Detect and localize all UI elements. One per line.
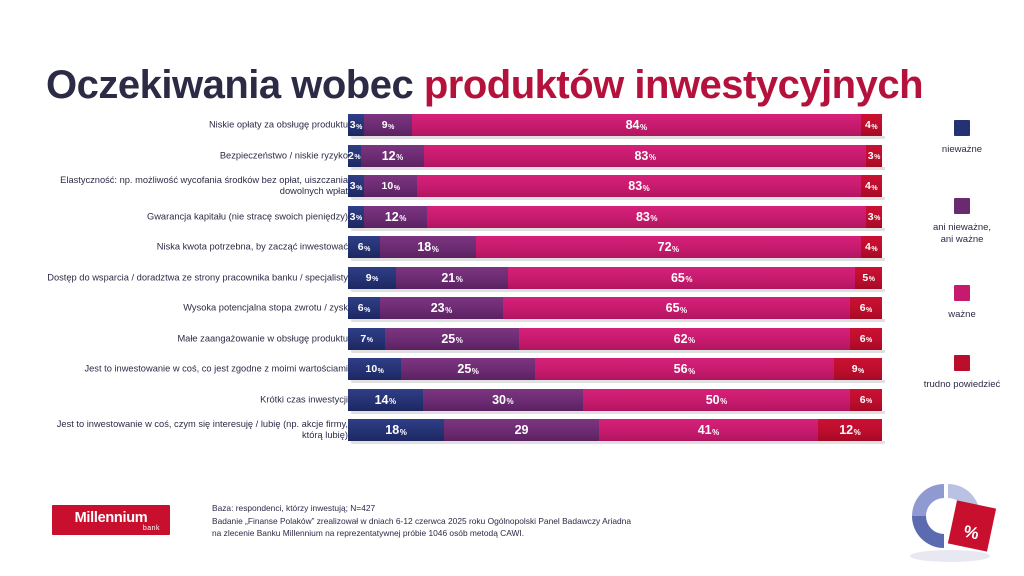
legend-item-0	[900, 120, 1024, 156]
percent-symbol: %	[354, 154, 361, 161]
chart-row	[0, 206, 900, 228]
chart-segment-trudno-powiedzie-	[850, 389, 882, 411]
chart-segment-value: 12	[381, 148, 396, 163]
chart-row	[0, 328, 900, 350]
chart-segment-niewa-ne	[348, 328, 385, 350]
percent-symbol: %	[356, 184, 363, 192]
percent-symbol: %	[688, 336, 696, 345]
percent-symbol: %	[685, 275, 693, 284]
legend-swatch	[954, 120, 970, 136]
chart-row-bars	[348, 114, 882, 136]
chart-segment-trudno-powiedzie-	[818, 419, 882, 441]
chart-segment-ani-niewa-ne-ani-wa-ne	[401, 358, 535, 380]
percent-symbol: %	[471, 366, 479, 376]
percent-symbol: %	[871, 245, 878, 253]
chart-row-bars	[348, 175, 882, 197]
percent-symbol: %	[445, 305, 453, 315]
chart-segment-niewa-ne	[348, 145, 361, 167]
percent-symbol: %	[399, 214, 407, 223]
chart-row-label: Bezpieczeństwo / niskie ryzyko	[219, 150, 348, 160]
legend-item-1	[900, 198, 1024, 246]
chart-segment-wa-ne	[427, 206, 866, 228]
chart-row	[0, 114, 900, 136]
chart-segment-wa-ne	[503, 297, 850, 319]
chart-segment-trudno-powiedzie-	[861, 114, 882, 136]
chart-segment-value: 5	[862, 271, 869, 284]
legend-item-3	[900, 355, 1024, 391]
chart-row-bars	[348, 206, 882, 228]
percent-symbol: %	[866, 337, 873, 344]
chart-segment-value: 50	[705, 392, 720, 407]
chart-segment-value: 6	[859, 393, 866, 406]
chart-row	[0, 175, 900, 197]
legend-item-2	[900, 285, 1024, 321]
chart-segment-value: 10	[365, 363, 378, 375]
legend-label: trudno powiedzieć	[923, 379, 1001, 390]
page-title-part2: produktów inwestycyjnych	[423, 62, 924, 107]
chart-segment-trudno-powiedzie-	[855, 267, 882, 289]
percent-symbol: %	[874, 215, 881, 222]
chart-segment-wa-ne	[535, 358, 834, 380]
chart-row-bars	[348, 389, 882, 411]
chart-segment-niewa-ne	[348, 419, 444, 441]
methodology-note	[212, 502, 732, 540]
chart-segment-value: 83	[634, 148, 649, 163]
methodology-note-line-1: Baza: respondenci, którzy inwestują; N=427	[212, 503, 376, 513]
percent-symbol: %	[640, 122, 648, 132]
logo-subtext: bank	[142, 525, 160, 532]
chart-segment-trudno-powiedzie-	[861, 175, 882, 197]
chart-segment-value: 65	[670, 270, 685, 285]
chart-row-label: Wysoka potencjalna stopa zwrotu / zysk	[183, 302, 348, 313]
percent-symbol: %	[396, 153, 404, 162]
chart-segment-value: 25	[457, 362, 472, 376]
chart-segment-value: 9	[851, 363, 858, 375]
legend-swatch	[954, 198, 970, 214]
percent-symbol: %	[650, 214, 658, 223]
percent-symbol: %	[688, 366, 696, 376]
stacked-bar-chart	[0, 108, 900, 458]
chart-row-label: Gwarancja kapitału (nie stracę swoich pieniędzy)	[146, 211, 348, 221]
chart-segment-value: 25	[441, 331, 456, 346]
chart-segment-wa-ne	[599, 419, 818, 441]
page-title-part1: Oczekiwania wobec	[46, 62, 424, 107]
chart-segment-wa-ne	[417, 175, 860, 197]
chart-segment-value: 18	[417, 240, 432, 254]
chart-segment-ani-niewa-ne-ani-wa-ne	[380, 297, 503, 319]
chart-row	[0, 236, 900, 258]
chart-segment-value: 3	[867, 210, 874, 223]
chart-segment-value: 7	[360, 332, 367, 345]
chart-segment-value: 30	[492, 392, 506, 407]
chart-row-bars	[348, 267, 882, 289]
chart-segment-niewa-ne	[348, 267, 396, 289]
chart-segment-value: 72	[657, 240, 672, 254]
chart-segment-value: 4	[865, 119, 871, 131]
chart-segment-value: 3	[867, 149, 874, 162]
millennium-bank-logo	[52, 505, 170, 535]
chart-segment-value: 6	[357, 302, 364, 314]
percent-symbol: %	[858, 367, 865, 375]
chart-segment-ani-niewa-ne-ani-wa-ne	[364, 175, 417, 197]
chart-segment-trudno-powiedzie-	[850, 328, 882, 350]
percent-symbol: %	[364, 306, 371, 314]
chart-segment-trudno-powiedzie-	[866, 206, 882, 228]
chart-segment-value: 84	[625, 118, 640, 132]
chart-segment-value: 29	[514, 423, 529, 437]
chart-segment-wa-ne	[519, 328, 850, 350]
chart-segment-value: 3	[349, 180, 356, 192]
chart-segment-value: 65	[665, 301, 680, 315]
chart-segment-ani-niewa-ne-ani-wa-ne	[385, 328, 519, 350]
chart-segment-trudno-powiedzie-	[834, 358, 882, 380]
percent-symbol: %	[866, 306, 873, 314]
percent-symbol: %	[377, 367, 384, 375]
percent-symbol: %	[871, 123, 878, 131]
chart-row-bars	[348, 297, 882, 319]
chart-segment-value: 4	[865, 180, 871, 192]
chart-segment-value: 21	[441, 270, 456, 285]
methodology-note-line-3: na zlecenie Banku Millennium na reprezentatywnej próbie 1046 osób metodą CAWI.	[212, 528, 525, 538]
chart-row	[0, 297, 900, 319]
svg-text:%: %	[961, 521, 981, 544]
legend-label: ważne	[948, 309, 976, 320]
chart-row	[0, 419, 900, 441]
chart-legend	[900, 120, 1024, 420]
chart-segment-trudno-powiedzie-	[861, 236, 882, 258]
percent-symbol: %	[680, 305, 688, 315]
chart-segment-value: 3	[349, 210, 356, 223]
percent-symbol: %	[853, 427, 861, 437]
chart-segment-value: 12	[384, 209, 399, 224]
percent-symbol: %	[366, 337, 373, 344]
chart-row-bars	[348, 328, 882, 350]
percent-symbol: %	[364, 245, 371, 253]
chart-segment-value: 83	[635, 209, 650, 224]
chart-segment-ani-niewa-ne-ani-wa-ne	[396, 267, 508, 289]
percent-symbol: %	[389, 397, 397, 406]
chart-segment-value: 83	[628, 179, 643, 193]
percent-symbol: %	[399, 427, 407, 437]
chart-segment-niewa-ne	[348, 175, 364, 197]
chart-segment-value: 6	[859, 332, 866, 345]
percent-symbol: %	[355, 215, 363, 222]
legend-label: ani nieważne, ani ważne	[932, 222, 992, 245]
chart-segment-value: 62	[673, 331, 688, 346]
chart-segment-value: 2	[348, 149, 354, 162]
chart-segment-ani-niewa-ne-ani-wa-ne	[364, 114, 412, 136]
chart-row-label: Jest to inwestowanie w coś, co jest zgodne z moimi wartościami	[84, 363, 348, 374]
chart-row	[0, 267, 900, 289]
chart-row	[0, 145, 900, 167]
chart-segment-niewa-ne	[348, 236, 380, 258]
percent-symbol: %	[393, 184, 400, 192]
methodology-note-line-2: Badanie „Finanse Polaków” zrealizował w dniach 6-12 czerwca 2025 roku Ogólnopolski Panel Badawczy Ariadna	[212, 515, 631, 526]
percent-symbol: %	[356, 123, 363, 131]
chart-segment-wa-ne	[508, 267, 855, 289]
percent-symbol: %	[712, 427, 720, 437]
chart-row	[0, 358, 900, 380]
chart-segment-ani-niewa-ne-ani-wa-ne	[380, 236, 476, 258]
percent-symbol: %	[455, 336, 463, 345]
percent-symbol: %	[866, 398, 873, 405]
chart-row-label: Niska kwota potrzebna, by zacząć inwestować	[156, 241, 348, 252]
chart-segment-ani-niewa-ne-ani-wa-ne	[364, 206, 427, 228]
percent-symbol: %	[372, 276, 379, 283]
chart-segment-niewa-ne	[348, 206, 364, 228]
chart-segment-niewa-ne	[348, 389, 423, 411]
chart-segment-wa-ne	[412, 114, 861, 136]
chart-segment-value: 18	[385, 423, 400, 437]
chart-segment-niewa-ne	[348, 297, 380, 319]
chart-segment-value: 56	[673, 362, 688, 376]
chart-row-label: Małe zaangażowanie w obsługę produktu	[177, 333, 348, 343]
legend-swatch	[954, 355, 970, 371]
chart-row-label: Krótki czas inwestycji	[260, 394, 348, 404]
page-title	[46, 63, 923, 108]
chart-segment-value: 6	[859, 302, 866, 314]
chart-segment-value: 4	[865, 241, 871, 253]
chart-row-label: Niskie opłaty za obsługę produktu	[208, 119, 348, 130]
chart-segment-ani-niewa-ne-ani-wa-ne	[444, 419, 599, 441]
chart-segment-wa-ne	[583, 389, 850, 411]
chart-row-label: Dostęp do wsparcia / doradztwa ze strony pracownika banku / specjalisty	[47, 272, 348, 282]
chart-segment-value: 14	[374, 392, 389, 407]
chart-segment-trudno-powiedzie-	[850, 297, 882, 319]
percent-symbol: %	[642, 183, 650, 193]
chart-segment-value: 41	[697, 423, 712, 437]
percent-symbol: %	[455, 275, 463, 284]
percent-symbol: %	[506, 397, 514, 406]
percent-symbol: %	[672, 244, 680, 254]
chart-segment-value: 6	[357, 241, 364, 253]
chart-segment-wa-ne	[424, 145, 866, 167]
chart-row-bars	[348, 236, 882, 258]
chart-segment-value: 3	[349, 119, 356, 131]
chart-row-bars	[348, 145, 882, 167]
percent-symbol: %	[868, 276, 875, 283]
chart-row-label: Elastyczność: np. możliwość wycofania środków bez opłat, uiszczania dowolnych wpłat	[60, 175, 348, 196]
percent-symbol: %	[720, 397, 728, 406]
chart-row-label: Jest to inwestowanie w coś, czym się interesuję / lubię (np. akcje firmy, którą lubię)	[56, 419, 348, 440]
chart-row-bars	[348, 358, 882, 380]
chart-segment-value: 12	[839, 423, 854, 437]
chart-segment-value: 23	[430, 301, 445, 315]
percent-symbol: %	[648, 153, 656, 162]
chart-row-bars	[348, 419, 882, 441]
legend-swatch	[954, 285, 970, 301]
chart-segment-niewa-ne	[348, 114, 364, 136]
chart-segment-value: 9	[381, 119, 388, 131]
percent-symbol: %	[388, 123, 395, 131]
chart-segment-niewa-ne	[348, 358, 401, 380]
chart-segment-value: 10	[381, 180, 394, 192]
chart-segment-value: 9	[365, 271, 372, 284]
chart-row	[0, 389, 900, 411]
percent-symbol: %	[874, 154, 881, 161]
chart-segment-ani-niewa-ne-ani-wa-ne	[361, 145, 425, 167]
chart-segment-trudno-powiedzie-	[866, 145, 882, 167]
chart-segment-wa-ne	[476, 236, 860, 258]
percent-symbol: %	[871, 184, 878, 192]
logo-wordmark: Millennium	[74, 510, 148, 526]
chart-segment-ani-niewa-ne-ani-wa-ne	[423, 389, 583, 411]
percent-symbol: %	[431, 244, 439, 254]
legend-label: nieważne	[941, 144, 983, 155]
percent-icon	[892, 464, 1002, 564]
decorative-percent-graphic	[892, 464, 1002, 564]
